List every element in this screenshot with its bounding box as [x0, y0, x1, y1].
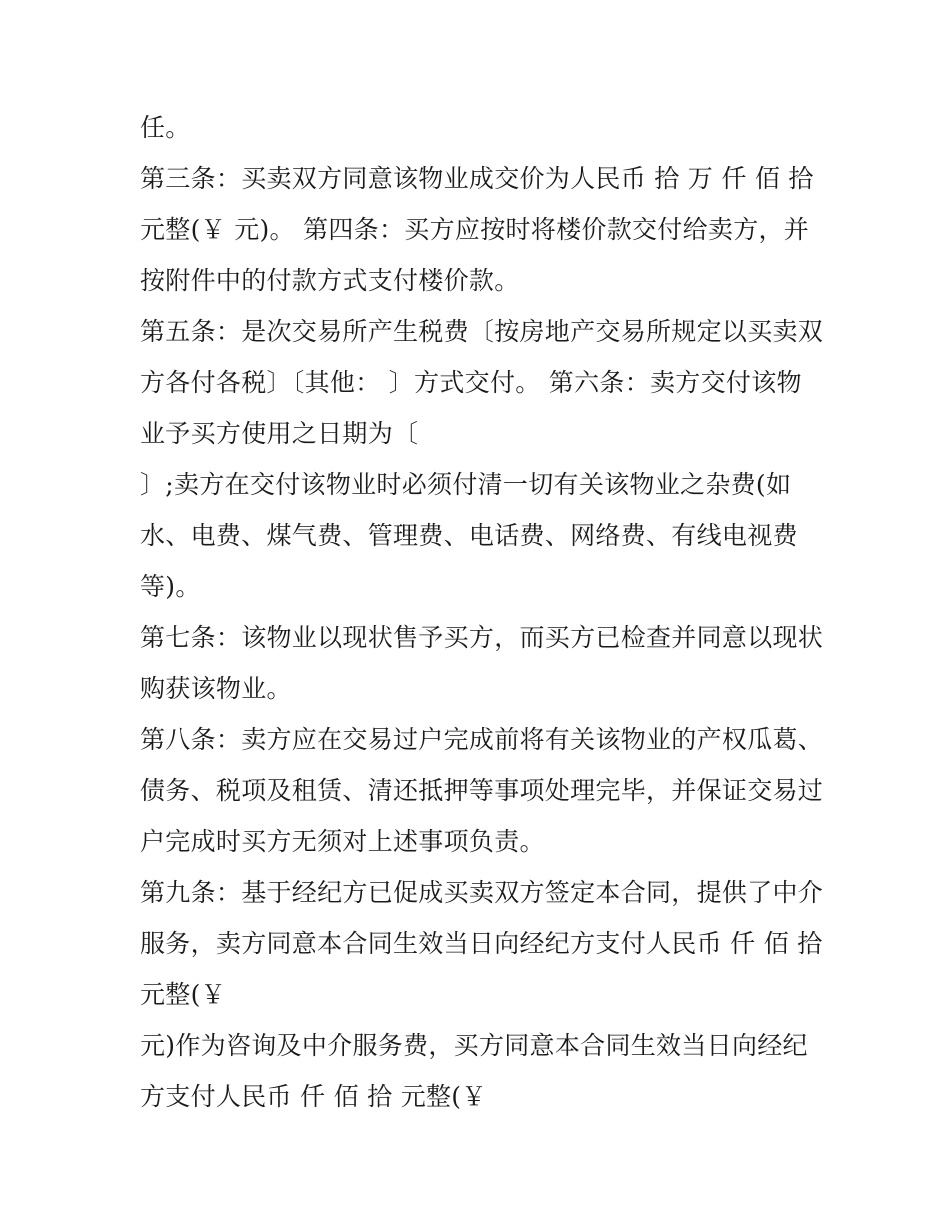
text-line: 方支付人民币 仟 佰 拾 元整(￥ [140, 1082, 487, 1111]
text-line: 第七条：该物业以现状售予买方，而买方已检查并同意以现状 [140, 623, 824, 652]
text-line: 购获该物业。 [140, 674, 292, 703]
text-line: 等)。 [140, 572, 201, 601]
text-line: 第五条：是次交易所产生税费〔按房地产交易所规定以买卖双 [140, 317, 824, 346]
text-line: 第三条：买卖双方同意该物业成交价为人民币 拾 万 仟 佰 拾 [140, 164, 814, 193]
text-line: 业予买方使用之日期为〔 [140, 419, 419, 448]
text-line: 债务、税项及租赁、清还抵押等事项处理完毕，并保证交易过 [140, 776, 824, 805]
text-line: 第九条：基于经纪方已促成买卖双方签定本合同，提供了中介 [140, 878, 824, 907]
text-line: 户完成时买方无须对上述事项负责。 [140, 827, 545, 856]
text-line: 元)作为咨询及中介服务费，买方同意本合同生效当日向经纪 [140, 1031, 808, 1060]
text-line: 服务，卖方同意本合同生效当日向经纪方支付人民币 仟 佰 拾 [140, 929, 823, 958]
text-line: 第八条：卖方应在交易过户完成前将有关该物业的产权瓜葛、 [140, 725, 824, 754]
text-line: 元整(￥ [140, 980, 226, 1009]
text-line: 方各付各税〕〔其他： 〕方式交付。 第六条：卖方交付该物 [140, 368, 802, 397]
text-line: 按附件中的付款方式支付楼价款。 [140, 266, 520, 295]
text-line: 任。 [140, 113, 191, 142]
text-line: 〕;卖方在交付该物业时必须付清一切有关该物业之杂费(如 [140, 470, 792, 499]
text-line: 水、电费、煤气费、管理费、电话费、网络费、有线电视费 [140, 521, 798, 550]
text-line: 元整(￥ 元)。 第四条：买方应按时将楼价款交付给卖方，并 [140, 215, 810, 244]
